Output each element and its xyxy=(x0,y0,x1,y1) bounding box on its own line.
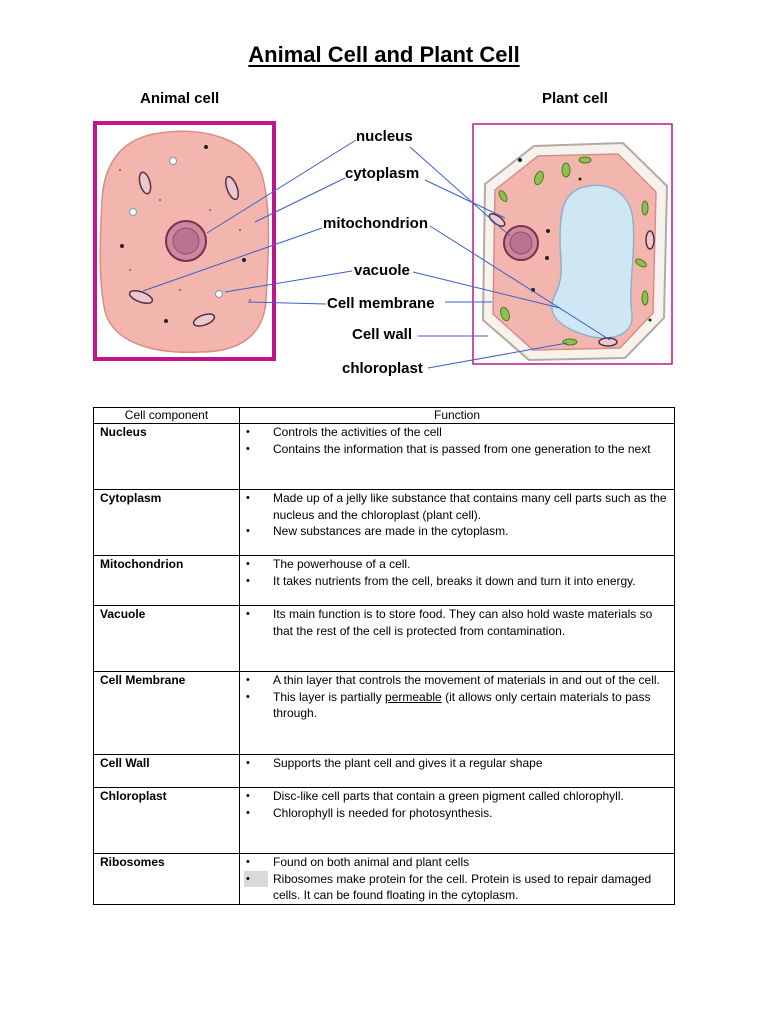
table-row xyxy=(94,490,675,556)
header-function: Function xyxy=(240,408,675,424)
function-item: • Found on both animal and plant cells xyxy=(246,854,668,871)
component-name: Nucleus xyxy=(94,424,240,490)
function-item: • Disc-like cell parts that contain a green pigment called chlorophyll. xyxy=(246,788,668,805)
cell-function-table xyxy=(93,407,675,905)
table-row xyxy=(94,854,675,905)
function-item: • Contains the information that is passed from one generation to the next xyxy=(246,441,668,458)
function-item: • Made up of a jelly like substance that contains many cell parts such as the nucleus and the chloroplast (plant cell). xyxy=(246,490,668,523)
function-item: • The powerhouse of a cell. xyxy=(246,556,668,573)
function-cell xyxy=(240,672,675,755)
function-cell xyxy=(240,854,675,905)
table-row xyxy=(94,755,675,788)
function-cell xyxy=(240,424,675,490)
component-name: Ribosomes xyxy=(94,854,240,905)
function-item: • Ribosomes make protein for the cell. Protein is used to repair damaged cells. It can be found floating in the cytoplasm. xyxy=(246,871,668,904)
function-cell xyxy=(240,606,675,672)
animal-cell-heading: Animal cell xyxy=(140,90,220,107)
component-name: Cytoplasm xyxy=(94,490,240,556)
plant-cell-heading: Plant cell xyxy=(542,90,608,107)
function-cell xyxy=(240,556,675,606)
label-chloroplast: chloroplast xyxy=(342,360,423,377)
permeable-term: permeable xyxy=(385,689,442,704)
label-cell-membrane: Cell membrane xyxy=(327,295,435,312)
table-row xyxy=(94,606,675,672)
table-row xyxy=(94,556,675,606)
header-cell-component: Cell component xyxy=(94,408,240,424)
component-name: Mitochondrion xyxy=(94,556,240,606)
function-text: (it allows only certain materials to pass through. xyxy=(273,689,651,720)
animal-vacuole xyxy=(170,158,177,165)
component-name: Vacuole xyxy=(94,606,240,672)
component-name: Cell Wall xyxy=(94,755,240,788)
label-vacuole: vacuole xyxy=(354,262,410,279)
function-text: This layer is partially xyxy=(273,689,386,704)
label-nucleus: nucleus xyxy=(356,128,413,145)
function-item: • A thin layer that controls the movement of materials in and out of the cell. xyxy=(246,672,668,689)
table-header-row xyxy=(94,408,675,424)
function-item: • New substances are made in the cytoplasm. xyxy=(246,523,668,540)
function-item: • It takes nutrients from the cell, breaks it down and turn it into energy. xyxy=(246,573,668,590)
function-item: • Supports the plant cell and gives it a regular shape xyxy=(246,755,668,772)
component-name: Chloroplast xyxy=(94,788,240,854)
function-cell xyxy=(240,490,675,556)
function-item: • Controls the activities of the cell xyxy=(246,424,668,441)
label-cell-wall: Cell wall xyxy=(352,326,413,343)
page-title: Animal Cell and Plant Cell xyxy=(248,42,520,67)
function-item xyxy=(246,689,668,722)
table-row xyxy=(94,788,675,854)
plant-vacuole xyxy=(552,185,634,338)
label-cytoplasm: cytoplasm xyxy=(345,165,420,182)
function-item: • Its main function is to store food. They can also hold waste materials so that the rest of the cell is protected from contamination. xyxy=(246,606,668,639)
label-mitochondrion: mitochondrion xyxy=(323,215,428,232)
function-cell xyxy=(240,755,675,788)
function-cell xyxy=(240,788,675,854)
table-row xyxy=(94,424,675,490)
function-item: • Chlorophyll is needed for photosynthesis. xyxy=(246,805,668,822)
table-row xyxy=(94,672,675,755)
component-name: Cell Membrane xyxy=(94,672,240,755)
